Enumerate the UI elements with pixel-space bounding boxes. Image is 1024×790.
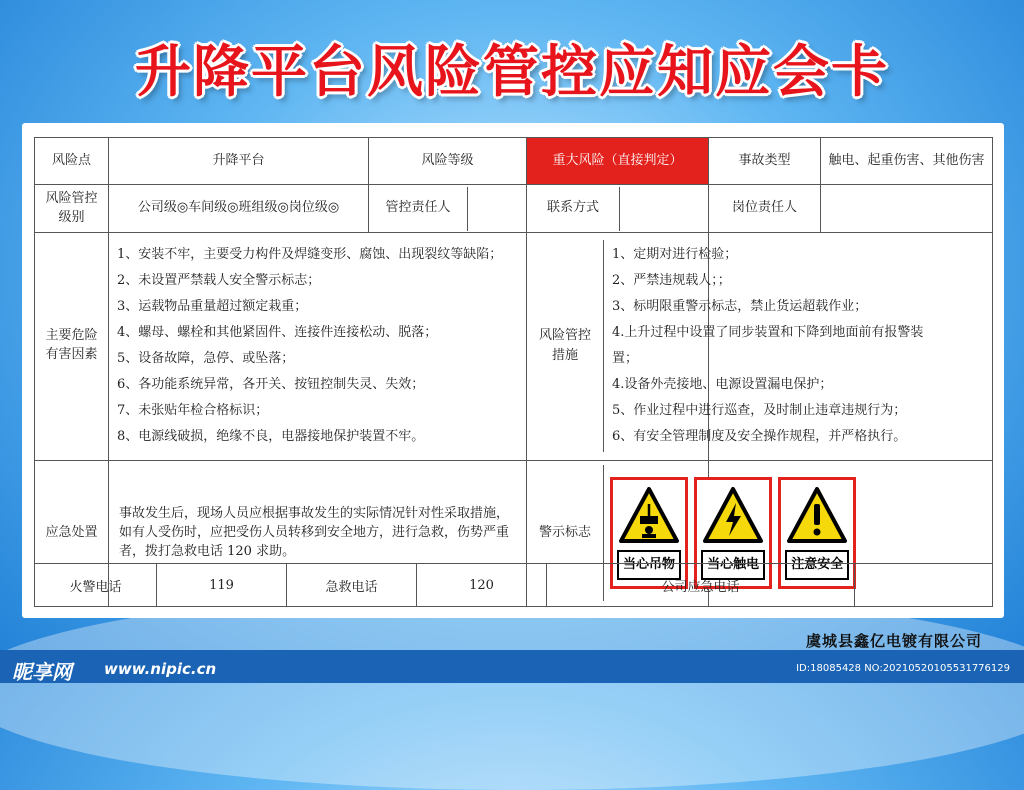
- list-item: 4.上升过程中设置了同步装置和下降到地面前有报警装置；: [612, 325, 924, 367]
- list-item: 6、有安全管理制度及安全操作规程，并严格执行。: [612, 429, 907, 445]
- list-item: 4.设备外壳接地、电源设置漏电保护；: [612, 377, 833, 393]
- responsible-label: 管控责任人: [369, 187, 468, 231]
- accident-type-value: 触电、起重伤害、其他伤害: [821, 138, 993, 185]
- list-item: 2、未设置严禁载人安全警示标志；: [117, 273, 321, 289]
- list-item: 2、严禁违规载人；；: [612, 273, 731, 289]
- measures-label-text: 风险管控措施: [527, 240, 604, 452]
- phones-table: [34, 563, 993, 607]
- contact-label: 联系方式: [527, 187, 620, 231]
- hazards-list: [109, 233, 527, 461]
- row-control-level: [35, 185, 993, 233]
- measures-overflow: [709, 233, 993, 461]
- list-item: 7、未张贴年检合格标识；: [117, 403, 269, 419]
- list-item: 1、安装不牢，主要受力构件及焊缝变形、腐蚀、出现裂纹等缺陷；: [117, 247, 503, 263]
- measures-list-start: [604, 240, 924, 452]
- hoist-warning-icon: [618, 486, 680, 546]
- hazards-label: 主要危险有害因素: [35, 233, 109, 461]
- contact-cell: [527, 185, 709, 233]
- contact-value: [620, 187, 709, 231]
- electric-warning-icon: [702, 486, 764, 546]
- accident-type-label: 事故类型: [709, 138, 821, 185]
- fire-phone-label: 火警电话: [35, 564, 157, 607]
- list-item: 4、螺母、螺栓和其他紧固件、连接件连接松动、脱落；: [117, 325, 438, 341]
- risk-table: [34, 137, 993, 607]
- responsible-cell: [369, 185, 527, 233]
- risk-level-label: 风险等级: [369, 138, 527, 185]
- list-item: 1、定期对进行检验；: [612, 247, 738, 263]
- responsible-value: [468, 187, 527, 231]
- post-responsible-value: [821, 185, 993, 233]
- risk-point-value: 升降平台: [109, 138, 369, 185]
- company-phone-label: 公司应急电话: [547, 564, 855, 607]
- page-title: 升降平台风险管控应知应会卡: [135, 40, 889, 105]
- site-logo: 昵享网: [12, 660, 72, 684]
- emergency-text: 事故发生后，现场人员应根据事故发生的实际情况针对性采取措施，如有人受伤时，应把受伤人员转移到安全地方，进行急救，伤势严重者，拨打急救电话 120 求助。: [109, 460, 527, 606]
- control-level-value: 公司级◎车间级◎班组级◎岗位级◎: [109, 185, 369, 233]
- list-item: 6、各功能系统异常，各开关、按钮控制失灵、失效；: [117, 377, 425, 393]
- ambulance-phone-label: 急救电话: [287, 564, 417, 607]
- sign-caption: 注意安全: [785, 550, 849, 580]
- emergency-label: 应急处置: [35, 460, 109, 606]
- measures-label: [527, 233, 924, 461]
- risk-level-value: 重大风险（直接判定）: [527, 138, 709, 185]
- risk-card: [22, 123, 1004, 618]
- risk-point-label: 风险点: [35, 138, 109, 185]
- list-item: 3、标明限重警示标志，禁止货运超载作业；: [612, 299, 868, 315]
- company-phone-value: [855, 564, 993, 607]
- list-item: 8、电源线破损，绝缘不良，电器接地保护装置不牢。: [117, 429, 425, 445]
- row-hazards: [35, 233, 993, 461]
- ambulance-phone-value: 120: [417, 564, 547, 607]
- sign-caption: 当心触电: [701, 550, 765, 580]
- fire-phone-value: 119: [157, 564, 287, 607]
- row-risk-point: [35, 138, 993, 185]
- control-level-label: 风险管控级别: [35, 185, 109, 233]
- image-id: ID:18085428 NO:20210520105531776129: [796, 663, 1010, 674]
- site-url: www.nipic.cn: [104, 660, 217, 678]
- list-item: 5、作业过程中进行巡查，及时制止违章违规行为；: [612, 403, 907, 419]
- sign-caption: 当心吊物: [617, 550, 681, 580]
- list-item: 3、运载物品重量超过额定栽重；: [117, 299, 308, 315]
- background-wave: [0, 590, 1024, 790]
- exclamation-warning-icon: [786, 486, 848, 546]
- signs-label: 警示标志: [527, 465, 604, 601]
- list-item: 5、设备故障，急停、或坠落；: [117, 351, 295, 367]
- post-responsible-label: 岗位责任人: [709, 185, 821, 233]
- company-name: 虞城县鑫亿电镀有限公司: [805, 632, 982, 650]
